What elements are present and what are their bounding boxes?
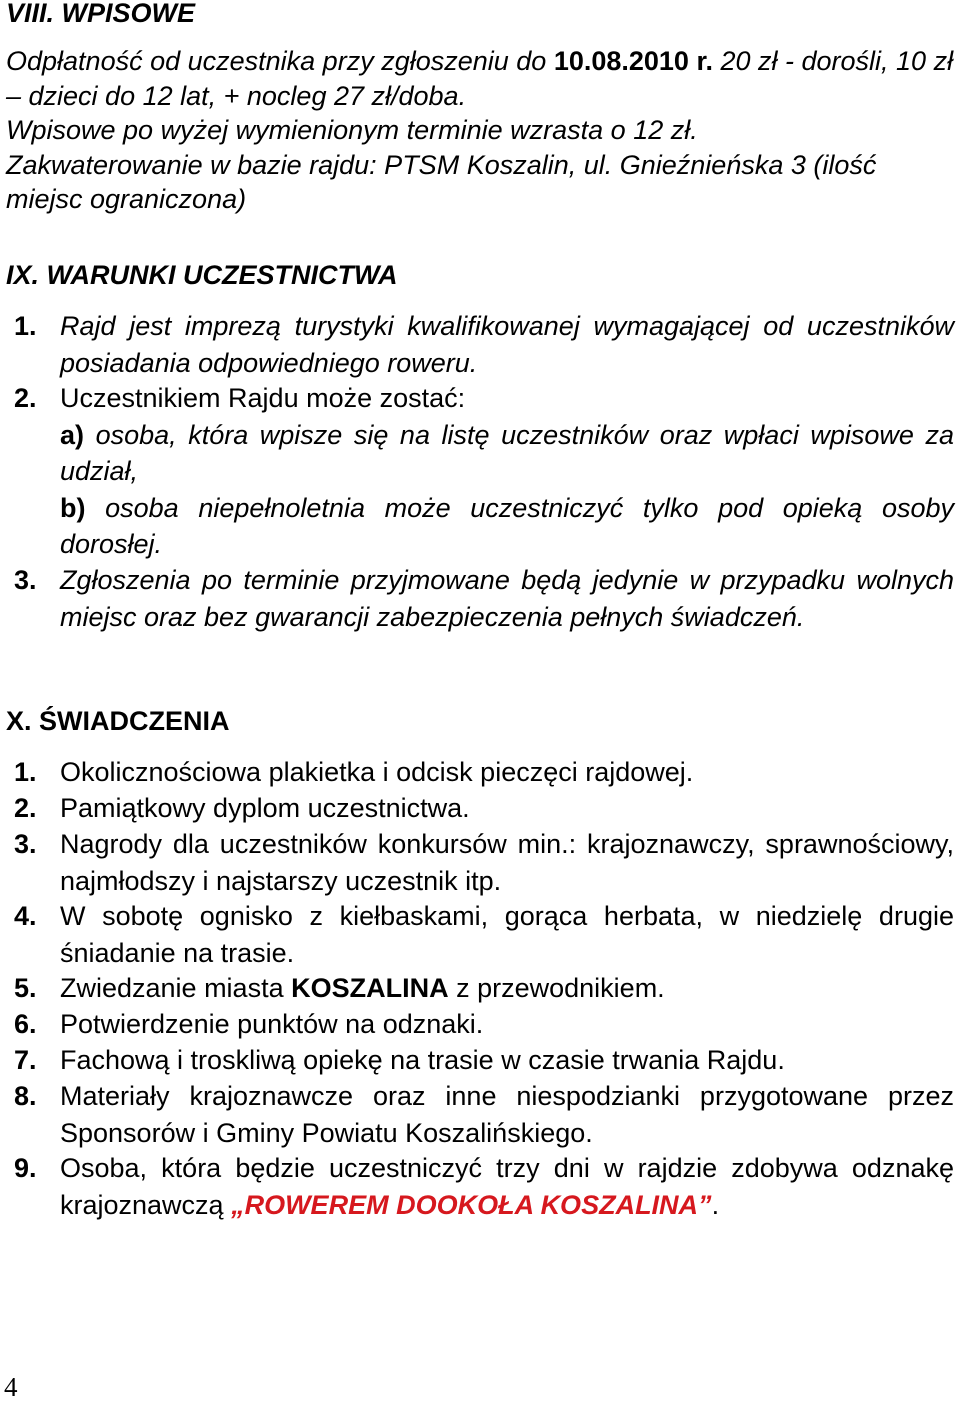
sub-letter: a) [60,419,85,450]
benefit-num: 2. [14,793,37,823]
condition-item-2 [14,380,954,563]
benefit-num: 7. [14,1045,37,1075]
fee-suffix: 20 zł - dorośli, 10 zł – dzieci do 12 lat, + nocleg 27 zł/doba. [6,46,954,111]
benefit-text-before: Zwiedzanie miasta [60,973,292,1003]
condition-sub-a [60,417,954,490]
benefit-text: Pamiątkowy dyplom uczestnictwa. [60,793,470,823]
benefit-num: 5. [14,973,37,1003]
benefit-text: Materiały krajoznawcze oraz inne niespodzianki przygotowane przez Sponsorów i Gminy Powiatu Koszalińskiego. [60,1081,954,1148]
benefit-text-after: z przewodnikiem. [448,973,665,1003]
condition-num: 3. [14,565,37,595]
section-8-body [6,44,954,217]
benefit-item-9 [14,1150,954,1223]
benefit-item-7 [14,1042,954,1079]
benefit-text-after: . [711,1189,720,1220]
benefit-num: 1. [14,757,37,787]
section-8-heading: VIII. WPISOWE [6,0,196,28]
benefit-text: Nagrody dla uczestników konkursów min.: krajoznawczy, sprawnościowy, najmłodszy i najstarszy uczestnik itp. [60,829,954,896]
city-name: KOSZALINA [291,973,449,1003]
badge-name: „ROWEREM DOOKOŁA KOSZALINA” [231,1189,712,1220]
benefit-num: 4. [14,901,37,931]
benefit-text: Okolicznościowa plakietka i odcisk pieczęci rajdowej. [60,757,694,787]
benefit-item-6 [14,1006,954,1043]
benefit-item-8 [14,1078,954,1151]
benefit-item-1 [14,754,954,791]
condition-item-3 [14,562,954,635]
sub-letter: b) [60,492,86,523]
benefit-item-5 [14,970,954,1007]
condition-text-block [60,380,954,563]
fee-prefix: Odpłatność od uczestnika przy zgłoszeniu do [6,46,554,76]
benefit-text: W sobotę ognisko z kiełbaskami, gorąca herbata, w niedzielę drugie śniadanie na trasie. [60,901,954,968]
condition-text: Rajd jest imprezą turystyki kwalifikowanej wymagającej od uczestników posiadania odpowiedniego roweru. [60,311,954,378]
benefit-item-2 [14,790,954,827]
condition-text: Zgłoszenia po terminie przyjmowane będą jedynie w przypadku wolnych miejsc oraz bez gwarancji zabezpieczenia pełnych świadczeń. [60,565,954,632]
benefit-item-3 [14,826,954,899]
fee-increase-line: Wpisowe po wyżej wymienionym terminie wzrasta o 12 zł. [6,115,698,145]
page-number: 4 [4,1372,18,1402]
sub-text: osoba, która wpisze się na listę uczestników oraz wpłaci wpisowe za udział, [60,419,954,486]
section-10-heading: X. ŚWIADCZENIA [6,706,230,736]
benefit-num: 8. [14,1081,37,1111]
benefit-num: 6. [14,1009,37,1039]
benefit-text-before: Osoba, która będzie uczestniczyć trzy dni w rajdzie zdobywa odznakę krajoznawczą [60,1153,954,1220]
benefit-text: Potwierdzenie punktów na odznaki. [60,1009,484,1039]
sub-text: osoba niepełnoletnia może uczestniczyć tylko pod opieką osoby dorosłej. [60,492,954,559]
accommodation-line: Zakwaterowanie w bazie rajdu: PTSM Koszalin, ul. Gnieźnieńska 3 (ilość miejsc ograniczona) [6,149,877,214]
benefit-num: 9. [14,1153,37,1183]
benefit-text [60,970,954,1007]
benefit-text [60,1150,954,1223]
benefit-text: Fachową i troskliwą opiekę na trasie w czasie trwania Rajdu. [60,1045,785,1075]
condition-num: 2. [14,383,37,413]
condition-text: Uczestnikiem Rajdu może zostać: [60,383,466,413]
fee-date: 10.08.2010 r. [553,46,713,76]
condition-sub-b [60,490,954,563]
condition-item-1 [14,308,954,381]
benefit-num: 3. [14,829,37,859]
section-9-heading: IX. WARUNKI UCZESTNICTWA [6,260,398,290]
benefit-item-4 [14,898,954,971]
condition-num: 1. [14,311,37,341]
